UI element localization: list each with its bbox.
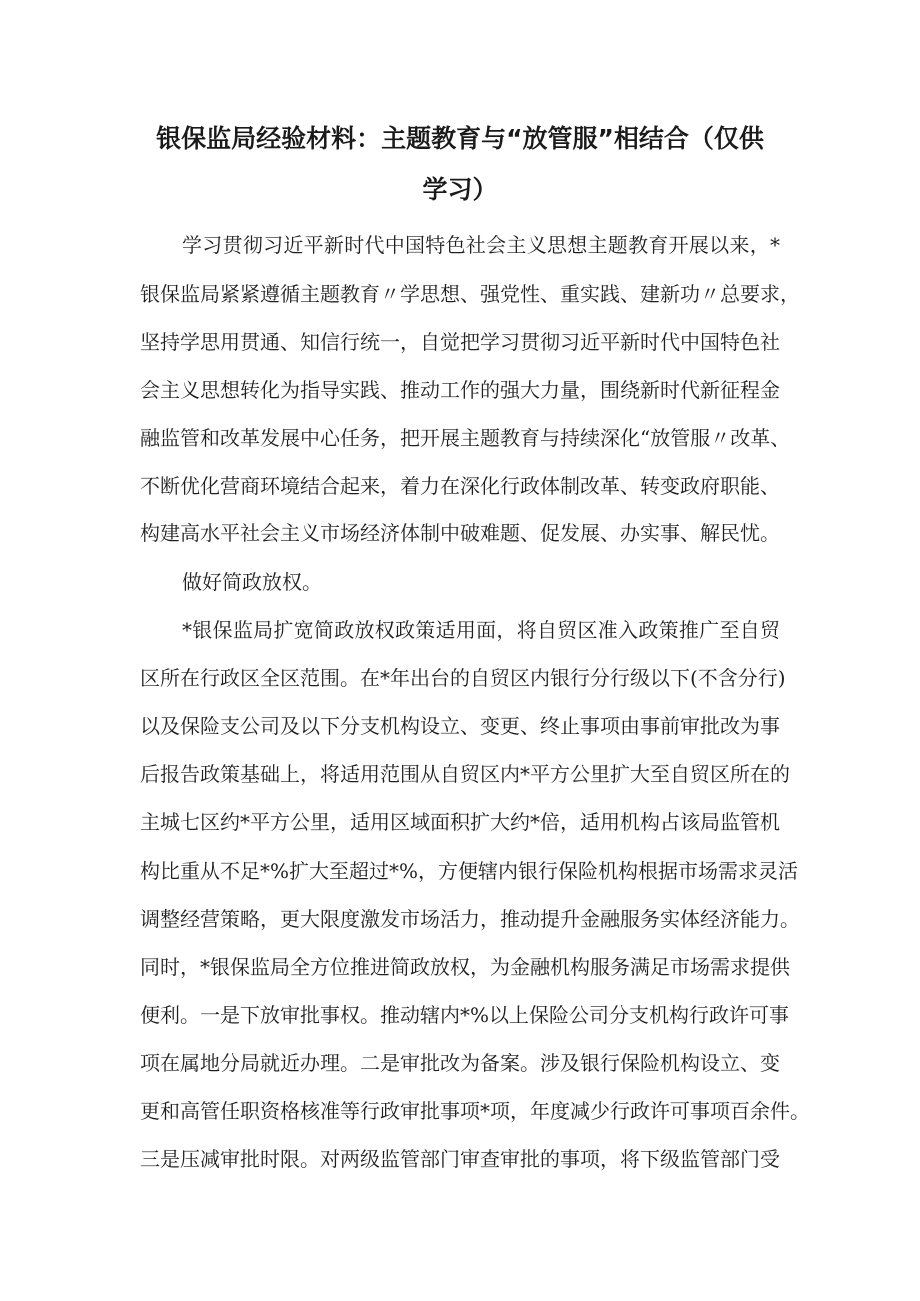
paragraph-line: 区所在行政区全区范围。在*年出台的自贸区内银行分行级以下(不含分行) [140, 666, 786, 690]
paragraph-line: 调整经营策略，更大限度激发市场活力，推动提升金融服务实体经济能力。 [140, 907, 800, 931]
paragraph-line: 项在属地分局就近办理。二是审批改为备案。涉及银行保险机构设立、变 [140, 1051, 780, 1075]
paragraph-line: 坚持学思用贯通、知信行统一，自觉把学习贯彻习近平新时代中国特色社 [140, 330, 780, 354]
paragraph-line: 融监管和改革发展中心任务，把开展主题教育与持续深化“放管服〃改革、 [140, 426, 791, 450]
paragraph-line: 更和高管任职资格核准等行政审批事项*项，年度减少行政许可事项百余件。 [140, 1099, 810, 1123]
paragraph-line: 不断优化营商环境结合起来，着力在深化行政体制改革、转变政府职能、 [140, 474, 780, 498]
paragraph-line: 学习贯彻习近平新时代中国特色社会主义思想主题教育开展以来，* [182, 233, 780, 257]
paragraph-line: 会主义思想转化为指导实践、推动工作的强大力量，围绕新时代新征程金 [140, 378, 780, 402]
paragraph-line: 银保监局紧紧遵循主题教育〃学思想、强党性、重实践、建新功〃总要求， [140, 282, 800, 306]
paragraph-line: *银保监局扩宽简政放权政策适用面，将自贸区准入政策推广至自贸 [182, 618, 780, 642]
paragraph-line: 三是压减审批时限。对两级监管部门审查审批的事项，将下级监管部门受 [140, 1147, 780, 1171]
paragraph-line: 便利。一是下放审批事权。推动辖内*%以上保险公司分支机构行政许可事 [140, 1003, 790, 1027]
section-heading: 做好简政放权。 [182, 570, 322, 594]
paragraph-line: 同时，*银保监局全方位推进简政放权，为金融机构服务满足市场需求提供 [140, 955, 790, 979]
paragraph-line: 以及保险支公司及以下分支机构设立、变更、终止事项由事前审批改为事 [140, 714, 780, 738]
paragraph-line: 后报告政策基础上，将适用范围从自贸区内*平方公里扩大至自贸区所在的 [140, 762, 790, 786]
paragraph-line: 构比重从不足*%扩大至超过*%，方便辖内银行保险机构根据市场需求灵活 [140, 859, 799, 883]
document-title: 银保监局经验材料：主题教育与“放管服”相结合（仅供 [156, 124, 764, 153]
paragraph-line: 构建高水平社会主义市场经济体制中破难题、促发展、办实事、解民忧。 [140, 521, 780, 545]
paragraph-line: 主城七区约*平方公里，适用区域面积扩大约*倍，适用机构占该局监管机 [140, 810, 780, 834]
document-title-continued: 学习） [422, 175, 498, 204]
